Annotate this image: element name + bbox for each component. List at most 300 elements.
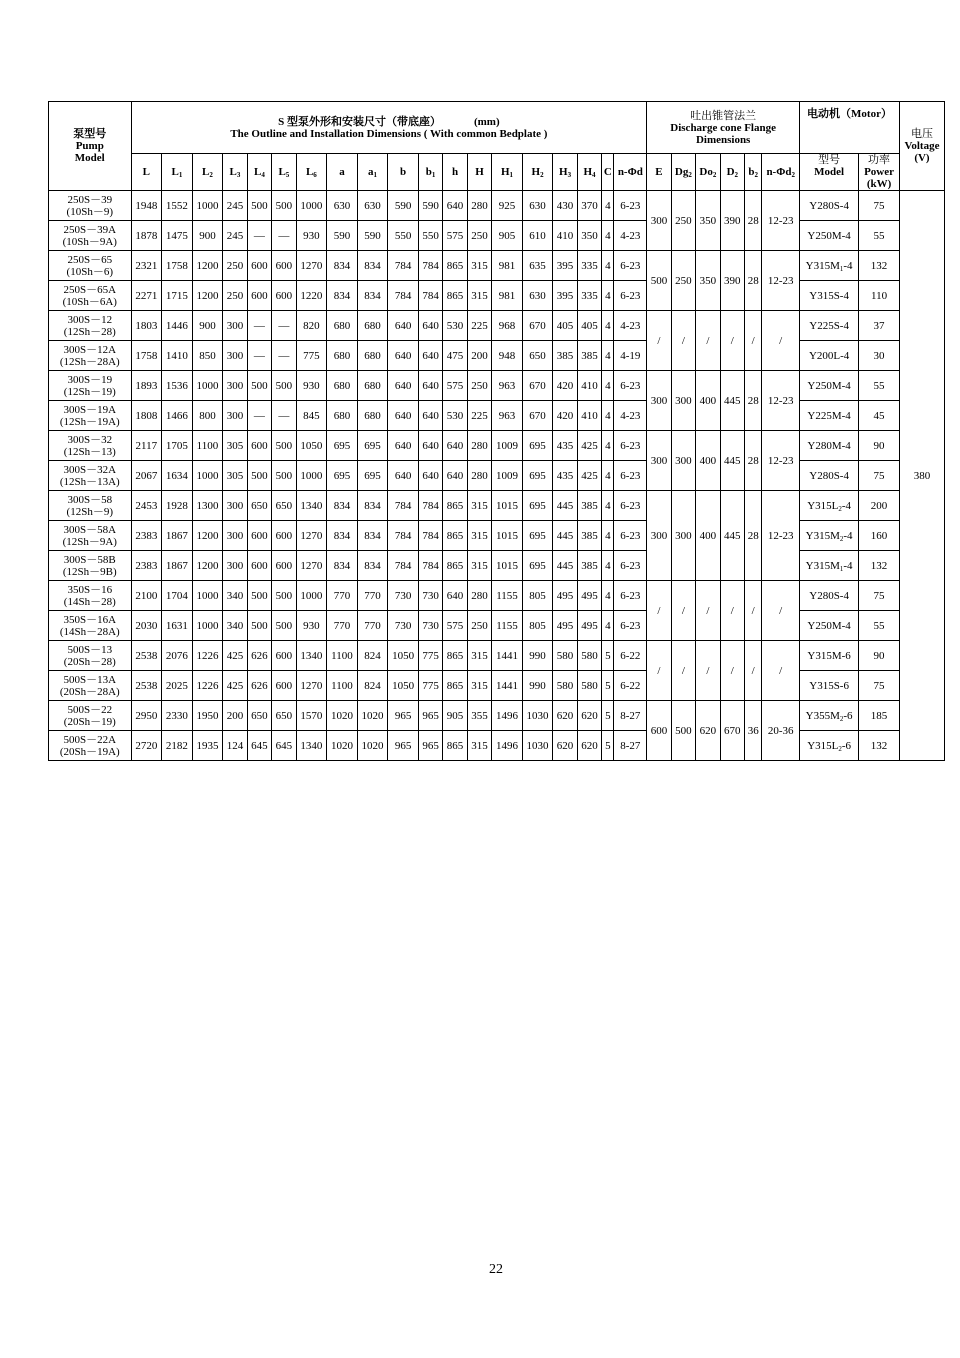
dimension-cell: 963 [492, 401, 523, 431]
dimension-cell: 315 [467, 671, 491, 701]
flange-cell: 400 [696, 491, 720, 581]
dimension-cell: 580 [553, 641, 577, 671]
dimension-cell: 1050 [388, 641, 419, 671]
dimension-cell: 575 [443, 611, 467, 641]
pump-model-cell: 300S－32A (12Sh－13A) [49, 461, 132, 491]
power-cell: 55 [859, 371, 900, 401]
dimension-cell: — [247, 341, 271, 371]
flange-cell: / [696, 581, 720, 641]
power-cell: 55 [859, 221, 900, 251]
dimension-cell: 1475 [162, 221, 193, 251]
table-row [49, 701, 945, 731]
dimension-cell: 1950 [192, 701, 223, 731]
dimension-cell: 420 [553, 401, 577, 431]
dimension-cell: 1000 [192, 191, 223, 221]
dimension-cell: 680 [327, 311, 358, 341]
column-header: $Dg_2$ [671, 154, 695, 191]
flange-cell: 500 [671, 701, 695, 761]
dimension-cell: 2271 [131, 281, 162, 311]
pump-model-cell: 350S－16 (14Sh－28) [49, 581, 132, 611]
table-row [49, 461, 945, 491]
flange-cell: 300 [647, 371, 671, 431]
motor-model-cell: Y280S-4 [800, 461, 859, 491]
dimension-cell: 600 [247, 251, 271, 281]
dimension-cell: 300 [223, 551, 247, 581]
dimension-cell: 834 [327, 251, 358, 281]
dimension-cell: 500 [272, 431, 296, 461]
dimension-cell: 280 [467, 461, 491, 491]
dimension-cell: 1867 [162, 521, 193, 551]
dimension-cell: 784 [388, 281, 419, 311]
dimension-cell: 4 [602, 491, 614, 521]
pump-model-cell: 300S－58 (12Sh－9) [49, 491, 132, 521]
dimension-cell: 850 [192, 341, 223, 371]
column-header: $L_2$ [192, 154, 223, 191]
flange-cell: / [647, 311, 671, 371]
flange-cell: 445 [720, 431, 744, 491]
dimension-cell: 630 [522, 281, 553, 311]
dimension-cell: 6-23 [614, 491, 647, 521]
dimension-cell: 2950 [131, 701, 162, 731]
dimension-cell: 250 [467, 221, 491, 251]
column-header: $H_3$ [553, 154, 577, 191]
dimension-cell: 530 [443, 401, 467, 431]
dimension-cell: 834 [357, 521, 388, 551]
table-row [49, 641, 945, 671]
dimension-cell: 4-23 [614, 401, 647, 431]
dimension-cell: 500 [272, 581, 296, 611]
dimension-cell: 335 [577, 251, 601, 281]
dimension-cell: 6-23 [614, 251, 647, 281]
flange-cell: 300 [671, 431, 695, 491]
dimension-cell: 730 [418, 611, 442, 641]
dimension-cell: 1570 [296, 701, 327, 731]
dimension-table [48, 101, 945, 761]
dimension-cell: 600 [247, 551, 271, 581]
flange-cell: 300 [671, 371, 695, 431]
dimension-cell: 315 [467, 731, 491, 761]
dimension-cell: 640 [418, 311, 442, 341]
dimension-cell: 1878 [131, 221, 162, 251]
dimension-cell: 500 [272, 371, 296, 401]
dimension-cell: 680 [357, 311, 388, 341]
motor-model-cell: Y315S-4 [800, 281, 859, 311]
dimension-cell: 4 [602, 221, 614, 251]
dimension-cell: 1050 [388, 671, 419, 701]
dimension-cell: 385 [577, 551, 601, 581]
dimension-cell: 770 [327, 581, 358, 611]
dimension-cell: 650 [522, 341, 553, 371]
dimension-cell: 784 [418, 491, 442, 521]
flange-header: 吐出锥管法兰 Discharge cone Flange Dimensions [647, 102, 800, 154]
dimension-cell: 4-23 [614, 221, 647, 251]
power-cell: 45 [859, 401, 900, 431]
column-header: E [647, 154, 671, 191]
column-header: $L_6$ [296, 154, 327, 191]
dimension-cell: 1948 [131, 191, 162, 221]
dimension-cell: 250 [223, 281, 247, 311]
flange-cell: 28 [745, 431, 762, 491]
dimension-cell: — [272, 311, 296, 341]
dimension-cell: 640 [418, 461, 442, 491]
dimension-cell: 250 [467, 371, 491, 401]
dimension-cell: 865 [443, 641, 467, 671]
dimension-cell: 630 [357, 191, 388, 221]
motor-model-header: 型号 Model [800, 154, 859, 191]
dimension-cell: 1466 [162, 401, 193, 431]
dimension-cell: 965 [418, 731, 442, 761]
dimension-cell: 1015 [492, 491, 523, 521]
dimension-cell: 580 [577, 641, 601, 671]
dimension-cell: 1536 [162, 371, 193, 401]
table-row [49, 431, 945, 461]
dimension-cell: 1226 [192, 641, 223, 671]
dimension-cell: 845 [296, 401, 327, 431]
column-header: b [388, 154, 419, 191]
dimension-cell: 6-22 [614, 671, 647, 701]
dimension-cell: 620 [577, 701, 601, 731]
motor-header: 电动机（Motor） [800, 102, 900, 154]
dimension-cell: — [247, 221, 271, 251]
dimension-cell: 1200 [192, 281, 223, 311]
flange-cell: / [762, 641, 800, 701]
flange-cell: / [745, 641, 762, 701]
flange-cell: / [762, 311, 800, 371]
dimension-cell: 670 [522, 311, 553, 341]
flange-cell: / [762, 581, 800, 641]
dimension-cell: 1200 [192, 551, 223, 581]
dimension-cell: 680 [327, 371, 358, 401]
dimension-cell: 500 [247, 581, 271, 611]
column-header: $D_2$ [720, 154, 744, 191]
pump-model-cell: 300S－12 (12Sh－28) [49, 311, 132, 341]
table-row [49, 731, 945, 761]
dimension-cell: 1030 [522, 701, 553, 731]
dimension-cell: 2383 [131, 551, 162, 581]
column-header: H [467, 154, 491, 191]
dimension-cell: 495 [553, 611, 577, 641]
dimension-cell: 395 [553, 251, 577, 281]
dimension-cell: 695 [522, 431, 553, 461]
dimension-cell: 930 [296, 221, 327, 251]
dimension-cell: 865 [443, 281, 467, 311]
dimension-cell: 1050 [296, 431, 327, 461]
dimension-cell: 965 [388, 731, 419, 761]
dimension-cell: 1030 [522, 731, 553, 761]
dimension-cell: 775 [418, 641, 442, 671]
table-row [49, 581, 945, 611]
dimension-cell: 385 [577, 491, 601, 521]
dimension-cell: 1928 [162, 491, 193, 521]
dimension-cell: 5 [602, 671, 614, 701]
dimension-cell: 5 [602, 731, 614, 761]
dimension-cell: 981 [492, 281, 523, 311]
dimension-cell: 280 [467, 191, 491, 221]
dimension-cell: 2538 [131, 671, 162, 701]
dimension-cell: 640 [388, 431, 419, 461]
dimension-cell: 1270 [296, 521, 327, 551]
dimension-cell: 1000 [296, 191, 327, 221]
dimension-cell: 124 [223, 731, 247, 761]
dimension-cell: 4 [602, 461, 614, 491]
dimension-cell: 2076 [162, 641, 193, 671]
dimension-cell: 925 [492, 191, 523, 221]
dimension-cell: 824 [357, 671, 388, 701]
dimension-cell: 834 [327, 491, 358, 521]
dimension-cell: 4 [602, 401, 614, 431]
dimension-cell: 640 [388, 371, 419, 401]
dimension-cell: 200 [467, 341, 491, 371]
dimension-cell: 315 [467, 551, 491, 581]
voltage-header: 电压 Voltage (V) [899, 102, 944, 191]
dimension-cell: 1270 [296, 671, 327, 701]
page-number: 22 [489, 1262, 503, 1277]
pump-model-header: 泵型号 Pump Model [49, 102, 132, 191]
dimension-cell: 610 [522, 221, 553, 251]
dimension-cell: 680 [357, 401, 388, 431]
dimension-cell: 200 [223, 701, 247, 731]
power-cell: 185 [859, 701, 900, 731]
dimension-cell: 305 [223, 431, 247, 461]
dimension-cell: 590 [327, 221, 358, 251]
motor-model-cell: $Y315M_1-4$ [800, 551, 859, 581]
dimension-cell: 1020 [357, 701, 388, 731]
flange-cell: 12-23 [762, 431, 800, 491]
dimension-cell: 865 [443, 251, 467, 281]
dimension-cell: 824 [357, 641, 388, 671]
column-header: $b_1$ [418, 154, 442, 191]
dimension-cell: 1715 [162, 281, 193, 311]
dimension-cell: 695 [522, 461, 553, 491]
dimension-cell: 695 [522, 521, 553, 551]
dimension-cell: 305 [223, 461, 247, 491]
dimension-cell: 500 [247, 371, 271, 401]
dimension-cell: 1808 [131, 401, 162, 431]
dimension-cell: 834 [327, 521, 358, 551]
table-row [49, 401, 945, 431]
dimension-cell: 590 [357, 221, 388, 251]
dimension-cell: 445 [553, 551, 577, 581]
power-cell: 132 [859, 551, 900, 581]
dimension-cell: 963 [492, 371, 523, 401]
table-row [49, 371, 945, 401]
power-cell: 30 [859, 341, 900, 371]
dimension-cell: 8-27 [614, 731, 647, 761]
power-cell: 160 [859, 521, 900, 551]
flange-cell: / [720, 581, 744, 641]
motor-model-cell: $Y355M_2-6$ [800, 701, 859, 731]
dimension-cell: 965 [418, 701, 442, 731]
dimension-cell: 834 [357, 491, 388, 521]
dimension-cell: 630 [327, 191, 358, 221]
dimension-cell: 5 [602, 641, 614, 671]
dimension-cell: 775 [418, 671, 442, 701]
pump-model-cell: 500S－22 (20Sh－19) [49, 701, 132, 731]
dimension-cell: 315 [467, 281, 491, 311]
dimension-cell: 695 [327, 431, 358, 461]
dimension-cell: 4-19 [614, 341, 647, 371]
column-header: $H_4$ [577, 154, 601, 191]
dimension-cell: 2117 [131, 431, 162, 461]
dimension-cell: 6-23 [614, 191, 647, 221]
motor-model-cell: $Y315L_2-6$ [800, 731, 859, 761]
dimension-cell: 315 [467, 641, 491, 671]
power-cell: 75 [859, 581, 900, 611]
dimension-cell: 410 [577, 371, 601, 401]
flange-cell: 28 [745, 371, 762, 431]
dimension-cell: 1552 [162, 191, 193, 221]
dimension-cell: 6-23 [614, 461, 647, 491]
dimension-cell: 245 [223, 221, 247, 251]
dimension-cell: 865 [443, 671, 467, 701]
dimension-cell: 1009 [492, 461, 523, 491]
dimension-cell: 500 [247, 611, 271, 641]
dimension-cell: 6-23 [614, 431, 647, 461]
dimension-cell: 730 [388, 581, 419, 611]
dimension-cell: 640 [388, 401, 419, 431]
dimension-cell: 1226 [192, 671, 223, 701]
column-header: $a_1$ [357, 154, 388, 191]
dimension-cell: 770 [327, 611, 358, 641]
dimension-cell: 600 [272, 641, 296, 671]
dimension-cell: 475 [443, 341, 467, 371]
flange-cell: 36 [745, 701, 762, 761]
outline-dimensions-header: S 型泵外形和安装尺寸（带底座） (mm) The Outline and Installation Dimensions ( With common Bedplate ) [131, 102, 647, 154]
dimension-cell: 500 [247, 191, 271, 221]
column-header: $L_4$ [247, 154, 271, 191]
dimension-cell: 784 [388, 251, 419, 281]
dimension-cell: 1100 [327, 641, 358, 671]
dimension-cell: 1270 [296, 251, 327, 281]
table-row [49, 341, 945, 371]
table-row [49, 491, 945, 521]
dimension-cell: 1015 [492, 551, 523, 581]
dimension-cell: 6-23 [614, 521, 647, 551]
dimension-cell: 495 [577, 581, 601, 611]
column-header: $b_2$ [745, 154, 762, 191]
dimension-cell: 640 [443, 581, 467, 611]
motor-model-cell: Y315S-6 [800, 671, 859, 701]
dimension-cell: 1020 [327, 731, 358, 761]
dimension-cell: 580 [577, 671, 601, 701]
dimension-cell: 695 [327, 461, 358, 491]
dimension-cell: 435 [553, 461, 577, 491]
pump-model-cell: 300S－32 (12Sh－13) [49, 431, 132, 461]
power-cell: 75 [859, 461, 900, 491]
dimension-cell: 1000 [296, 581, 327, 611]
dimension-cell: 340 [223, 581, 247, 611]
dimension-cell: 1000 [192, 611, 223, 641]
dimension-cell: 1631 [162, 611, 193, 641]
dimension-cell: 965 [388, 701, 419, 731]
table-row [49, 671, 945, 701]
dimension-cell: 2538 [131, 641, 162, 671]
motor-model-cell: Y225S-4 [800, 311, 859, 341]
flange-cell: 350 [696, 251, 720, 311]
dimension-cell: 948 [492, 341, 523, 371]
dimension-cell: 640 [418, 401, 442, 431]
power-cell: 132 [859, 251, 900, 281]
dimension-cell: 315 [467, 251, 491, 281]
power-cell: 132 [859, 731, 900, 761]
power-cell: 37 [859, 311, 900, 341]
dimension-cell: 6-23 [614, 611, 647, 641]
dimension-cell: 600 [247, 281, 271, 311]
dimension-cell: 640 [388, 341, 419, 371]
dimension-cell: 1200 [192, 251, 223, 281]
dimension-cell: 784 [388, 521, 419, 551]
dimension-cell: 930 [296, 611, 327, 641]
dimension-cell: 1020 [357, 731, 388, 761]
flange-cell: 300 [647, 431, 671, 491]
dimension-cell: 645 [272, 731, 296, 761]
dimension-cell: 1015 [492, 521, 523, 551]
dimension-cell: 250 [467, 611, 491, 641]
dimension-cell: 640 [388, 311, 419, 341]
flange-cell: 300 [647, 191, 671, 251]
dimension-cell: 600 [272, 551, 296, 581]
dimension-cell: 430 [553, 191, 577, 221]
pump-model-cell: 300S－58A (12Sh－9A) [49, 521, 132, 551]
dimension-cell: 2330 [162, 701, 193, 731]
dimension-cell: 640 [443, 461, 467, 491]
dimension-cell: 590 [418, 191, 442, 221]
dimension-cell: 645 [247, 731, 271, 761]
flange-cell: / [647, 581, 671, 641]
dimension-cell: 600 [247, 521, 271, 551]
dimension-cell: 4 [602, 371, 614, 401]
dimension-cell: 530 [443, 311, 467, 341]
dimension-cell: 575 [443, 221, 467, 251]
dimension-cell: 640 [418, 431, 442, 461]
flange-cell: / [671, 641, 695, 701]
dimension-cell: 1220 [296, 281, 327, 311]
flange-cell: 28 [745, 491, 762, 581]
dimension-cell: 335 [577, 281, 601, 311]
pump-model-cell: 250S－65 (10Sh－6) [49, 251, 132, 281]
dimension-cell: 435 [553, 431, 577, 461]
dimension-cell: 300 [223, 491, 247, 521]
dimension-cell: 650 [272, 491, 296, 521]
dimension-cell: 250 [223, 251, 247, 281]
dimension-cell: 990 [522, 641, 553, 671]
dimension-cell: 1155 [492, 581, 523, 611]
dimension-cell: — [247, 311, 271, 341]
dimension-cell: 784 [388, 551, 419, 581]
pump-model-cell: 350S－16A (14Sh－28A) [49, 611, 132, 641]
flange-cell: 445 [720, 371, 744, 431]
dimension-cell: 680 [327, 401, 358, 431]
dimension-cell: 650 [247, 491, 271, 521]
column-header: $H_1$ [492, 154, 523, 191]
dimension-cell: 784 [418, 521, 442, 551]
dimension-cell: 1758 [131, 341, 162, 371]
dimension-cell: 395 [553, 281, 577, 311]
dimension-cell: 4 [602, 191, 614, 221]
dimension-cell: 445 [553, 521, 577, 551]
dimension-cell: 680 [357, 341, 388, 371]
dimension-cell: 784 [418, 281, 442, 311]
flange-cell: 250 [671, 251, 695, 311]
motor-model-cell: $Y315M_1-4$ [800, 251, 859, 281]
dimension-cell: 580 [553, 671, 577, 701]
dimension-cell: 770 [357, 611, 388, 641]
dimension-cell: 2030 [131, 611, 162, 641]
flange-cell: / [720, 641, 744, 701]
dimension-cell: 4-23 [614, 311, 647, 341]
flange-cell: 300 [671, 491, 695, 581]
dimension-cell: 600 [272, 281, 296, 311]
